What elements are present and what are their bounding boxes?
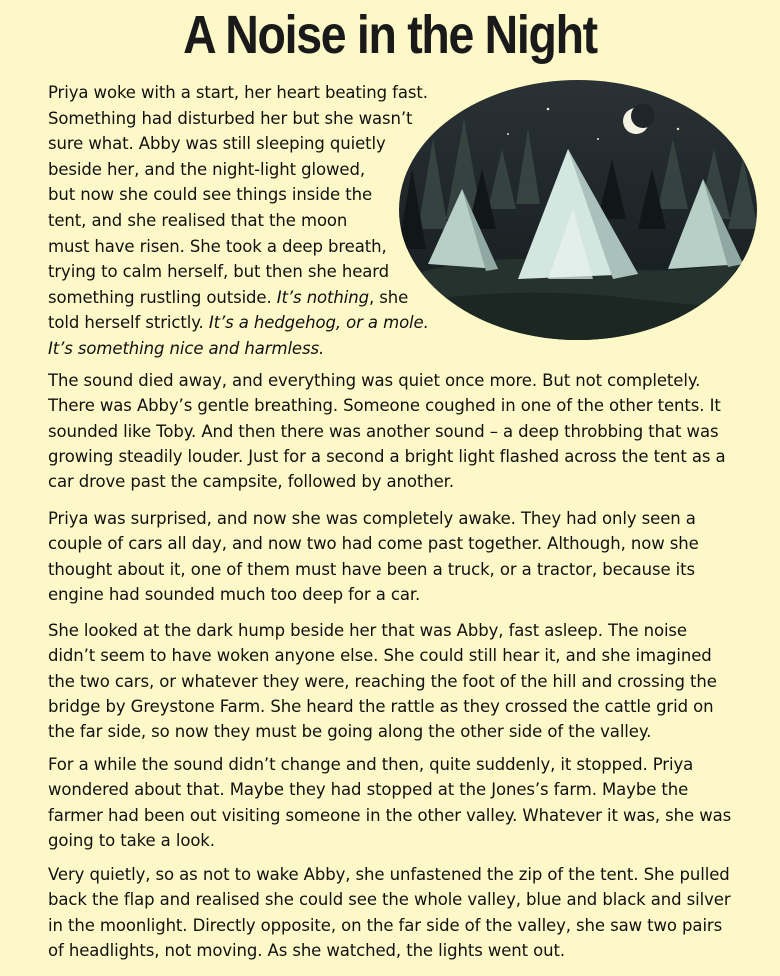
text-line: trying to calm herself, but then she heard (48, 262, 390, 282)
text-segment: something rustling outside. (48, 287, 277, 307)
text-line: car drove past the campsite, followed by another. (48, 472, 454, 492)
text-line: Priya was surprised, and now she was completely awake. They had only seen a (48, 509, 696, 528)
text-line: Very quietly, so as not to wake Abby, she unfastened the zip of the tent. She pulled (48, 865, 730, 884)
text-line: There was Abby’s gentle breathing. Someone coughed in one of the other tents. It (48, 396, 721, 416)
italic-thought: It’s something nice and harmless. (48, 338, 325, 358)
text-line: thought about it, one of them must have been a truck, or a tractor, because its (48, 559, 696, 579)
text-line: in the moonlight. Directly opposite, on the far side of the valley, she saw two pairs (48, 915, 723, 935)
text-line: sounded like Toby. And then there was another sound – a deep throbbing that was (48, 421, 719, 441)
text-line: but now she could see things inside the (48, 185, 373, 205)
text-line: the far side, so now they must be going along the other side of the valley. (48, 722, 652, 742)
text-line: The sound died away, and everything was quiet once more. But not completely. (48, 371, 701, 390)
story-title: A Noise in the Night (183, 5, 597, 65)
intro-paragraph (48, 80, 429, 362)
text-line: beside her, and the night-light glowed, (48, 159, 365, 179)
text-line: the two cars, or whatever they were, reaching the foot of the hill and crossing the (48, 671, 717, 691)
text-line: didn’t seem to have woken anyone else. She could still hear it, and she imagined (48, 646, 712, 666)
text-line: She looked at the dark hump beside her that was Abby, fast asleep. The noise (48, 621, 687, 640)
camping-tents-night-illustration (398, 79, 758, 341)
text-line: back the flap and realised she could see the whole valley, blue and black and silver (48, 890, 731, 910)
text-line (48, 336, 408, 362)
text-segment: , she (369, 287, 409, 307)
story-paragraph (48, 368, 748, 494)
text-line: tent, and she realised that the moon (48, 210, 348, 230)
text-line: farmer had been out visiting someone in the other valley. Whatever it was, she was (48, 805, 732, 825)
text-line: going to take a look. (48, 830, 215, 850)
story-paragraph (48, 506, 748, 607)
story-paragraph (48, 618, 748, 744)
text-line: bridge by Greystone Farm. She heard the rattle as they crossed the cattle grid on (48, 696, 714, 716)
text-line: sure what. Abby was still sleeping quietly (48, 134, 386, 154)
text-line: growing steadily louder. Just for a second a bright light flashed across the tent as a (48, 446, 726, 466)
text-segment: told herself strictly. (48, 313, 209, 333)
text-line: wondered about that. Maybe they had stopped at the Jones’s farm. Maybe the (48, 780, 689, 800)
text-line: Priya woke with a start, her heart beating fast. (48, 83, 428, 102)
story-paragraph (48, 862, 748, 963)
text-line: engine had sounded much too deep for a car. (48, 584, 421, 604)
italic-thought: It’s a hedgehog, or a mole. (208, 313, 429, 333)
text-line: Something had disturbed her but she wasn’t (48, 108, 413, 128)
text-line (48, 310, 429, 336)
story-paragraph (48, 752, 748, 853)
text-line: For a while the sound didn’t change and then, quite suddenly, it stopped. Priya (48, 755, 694, 774)
text-line: of headlights, not moving. As she watched, the lights went out. (48, 940, 566, 960)
text-line: couple of cars all day, and now two had come past together. Although, now she (48, 534, 699, 554)
italic-thought: It’s nothing (276, 287, 369, 307)
text-line (48, 285, 408, 311)
text-line: must have risen. She took a deep breath, (48, 236, 387, 256)
